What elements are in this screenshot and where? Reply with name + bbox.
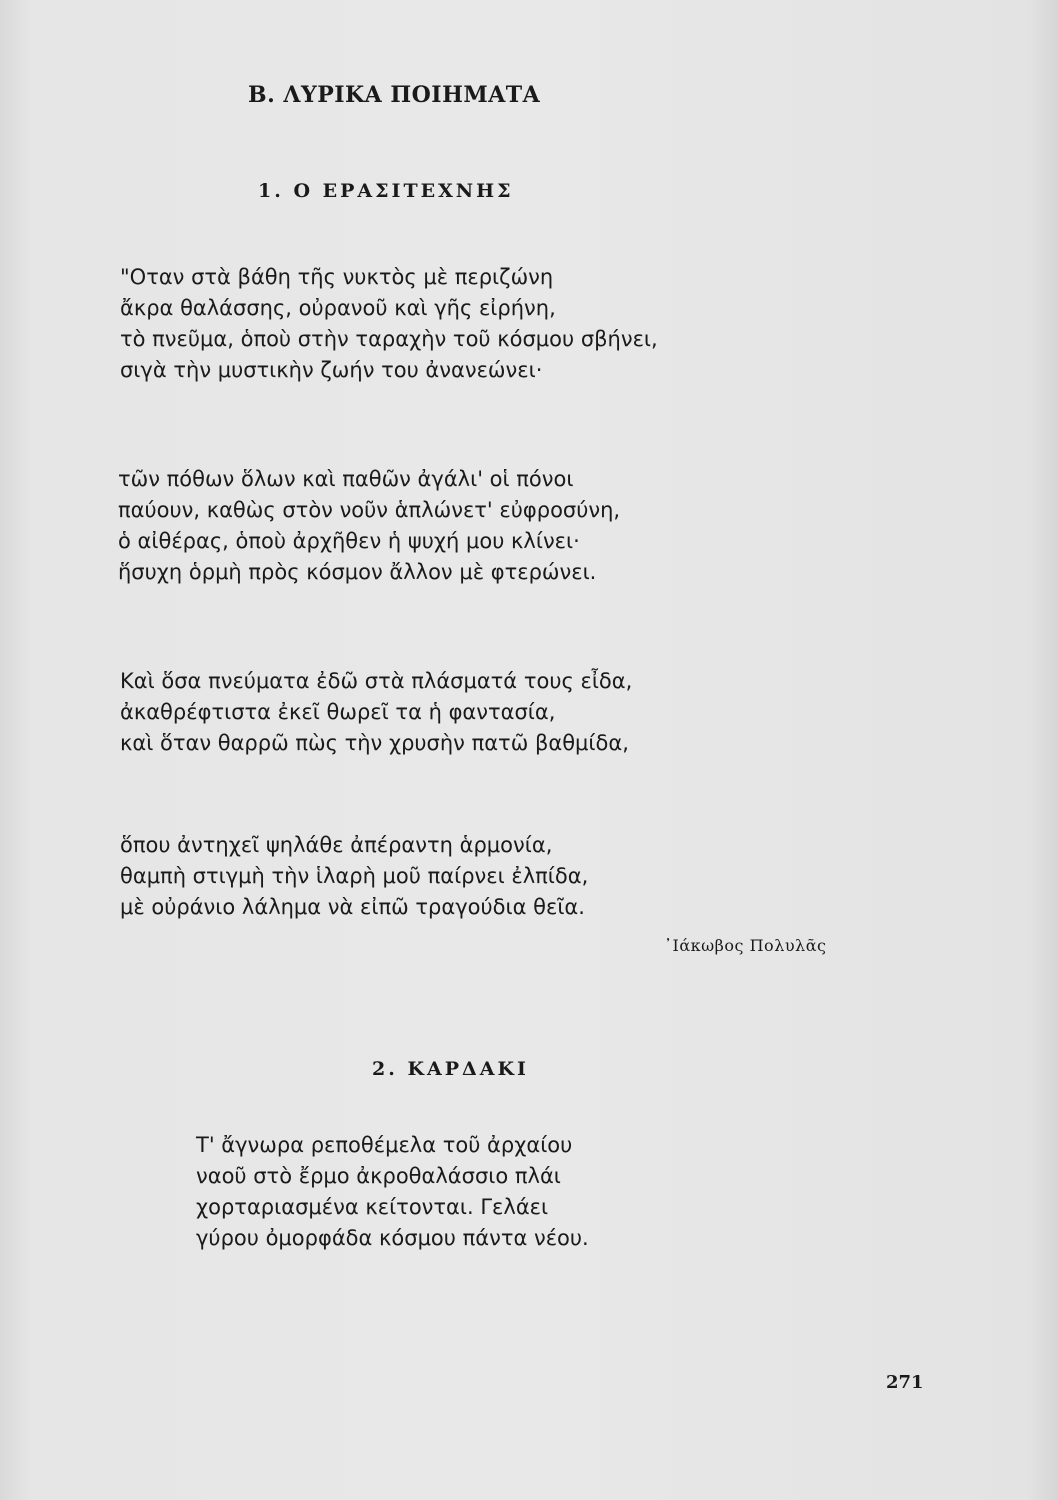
- poem-line: ἀκαθρέφτιστα ἐκεῖ θωρεῖ τα ἡ φαντασία,: [120, 700, 556, 724]
- poem-line: γύρου ὀμορφάδα κόσμου πάντα νέου.: [196, 1226, 589, 1250]
- poem-line: ὁ αἰθέρας, ὁποὺ ἀρχῆθεν ἡ ψυχή μου κλίνει·: [118, 529, 580, 553]
- poem-title-erasitexnis: 1. Ο ΕΡΑΣΙΤΕΧΝΗΣ: [258, 180, 514, 202]
- poem-line: τὸ πνεῦμα, ὁποὺ στὴν ταραχὴν τοῦ κόσμου σβήνει,: [120, 327, 658, 351]
- poem-line: Τ' ἄγνωρα ρεποθέμελα τοῦ ἀρχαίου: [196, 1133, 573, 1157]
- poem-line: παύουν, καθὼς στὸν νοῦν ἁπλώνετ' εὐφροσύνη,: [118, 498, 621, 522]
- poem-title-kardaki: 2. ΚΑΡΔΑΚΙ: [372, 1058, 529, 1080]
- poem-line: "Οταν στὰ βάθη τῆς νυκτὸς μὲ περιζώνη: [120, 265, 554, 289]
- poem-line: καὶ ὅταν θαρρῶ πὼς τὴν χρυσὴν πατῶ βαθμίδα,: [120, 731, 629, 755]
- section-title: Β. ΛΥΡΙΚΑ ΠΟΙΗΜΑΤΑ: [248, 82, 541, 108]
- bleed-through-texture: [640, 88, 1040, 114]
- stanza: [196, 1130, 589, 1254]
- poem-line: τῶν πόθων ὅλων καὶ παθῶν ἀγάλι' οἱ πόνοι: [118, 467, 574, 491]
- stanza: [120, 666, 632, 759]
- poem-line: ὅπου ἀντηχεῖ ψηλάθε ἀπέραντη ἁρμονία,: [120, 833, 553, 857]
- stanza: [118, 464, 620, 588]
- poem-line: Καὶ ὅσα πνεύματα ἐδῶ στὰ πλάσματά τους εἶδα,: [120, 669, 633, 693]
- poem-line: θαμπὴ στιγμὴ τὴν ἱλαρὴ μοῦ παίρνει ἐλπίδα,: [120, 864, 589, 888]
- poem-line: ἥσυχη ὁρμὴ πρὸς κόσμον ἄλλον μὲ φτερώνει.: [118, 560, 597, 584]
- stanza: [120, 262, 658, 386]
- poem-line: σιγὰ τὴν μυστικὴν ζωήν του ἀνανεώνει·: [120, 358, 543, 382]
- poem-line: ναοῦ στὸ ἔρμο ἀκροθαλάσσιο πλάι: [196, 1164, 561, 1188]
- stanza: [120, 830, 588, 923]
- poem-author: ᾿Ιάκωβος Πολυλᾶς: [664, 936, 827, 955]
- poem-line: χορταριασμένα κείτονται. Γελάει: [196, 1195, 549, 1219]
- poem-line: μὲ οὐράνιο λάλημα νὰ εἰπῶ τραγούδια θεῖα.: [120, 895, 585, 919]
- page-number: 271: [886, 1372, 924, 1393]
- poem-line: ἄκρα θαλάσσης, οὐρανοῦ καὶ γῆς εἰρήνη,: [120, 296, 556, 320]
